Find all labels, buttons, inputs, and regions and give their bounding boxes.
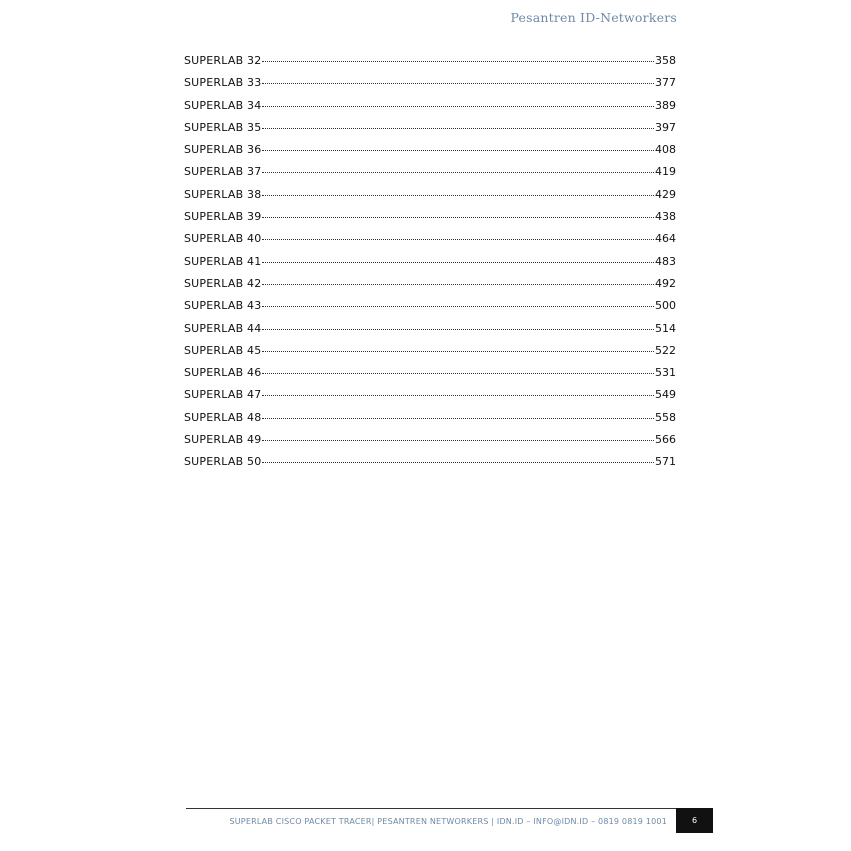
toc-entry-page: 397 bbox=[655, 120, 676, 134]
toc-dot-leader bbox=[262, 53, 654, 62]
toc-entry-page: 419 bbox=[655, 165, 676, 179]
toc-dot-leader bbox=[262, 209, 654, 218]
toc-dot-leader bbox=[262, 321, 654, 330]
toc-entry-label: SUPERLAB 37 bbox=[184, 165, 262, 179]
toc-entry[interactable] bbox=[184, 344, 676, 366]
toc-entry[interactable] bbox=[184, 76, 676, 98]
toc-entry[interactable] bbox=[184, 299, 676, 321]
toc-dot-leader bbox=[262, 410, 654, 419]
toc-entry[interactable] bbox=[184, 455, 676, 477]
toc-dot-leader bbox=[262, 142, 654, 151]
toc-entry[interactable] bbox=[184, 255, 676, 277]
toc-entry[interactable] bbox=[184, 411, 676, 433]
toc-entry[interactable] bbox=[184, 121, 676, 143]
toc-entry-page: 571 bbox=[655, 455, 676, 469]
toc-entry[interactable] bbox=[184, 433, 676, 455]
footer-rule bbox=[186, 808, 676, 809]
toc-entry-label: SUPERLAB 45 bbox=[184, 343, 262, 357]
toc-entry-page: 429 bbox=[655, 187, 676, 201]
toc-entry-label: SUPERLAB 39 bbox=[184, 210, 262, 224]
toc-entry[interactable] bbox=[184, 210, 676, 232]
toc-entry-page: 464 bbox=[655, 232, 676, 246]
toc-entry-page: 389 bbox=[655, 98, 676, 112]
toc-dot-leader bbox=[262, 343, 654, 352]
toc-entry-page: 492 bbox=[655, 276, 676, 290]
toc-dot-leader bbox=[262, 75, 654, 84]
toc-entry-label: SUPERLAB 40 bbox=[184, 232, 262, 246]
toc-dot-leader bbox=[262, 98, 654, 107]
toc-entry-page: 377 bbox=[655, 76, 676, 90]
toc-dot-leader bbox=[262, 187, 654, 196]
toc-dot-leader bbox=[262, 120, 654, 129]
toc-entry[interactable] bbox=[184, 188, 676, 210]
toc-entry-page: 549 bbox=[655, 388, 676, 402]
toc-entry[interactable] bbox=[184, 54, 676, 76]
toc-dot-leader bbox=[262, 276, 654, 285]
toc-entry-page: 531 bbox=[655, 366, 676, 380]
toc-entry-label: SUPERLAB 33 bbox=[184, 76, 262, 90]
page-header: Pesantren ID-Networkers bbox=[510, 10, 677, 25]
toc-entry-page: 514 bbox=[655, 321, 676, 335]
toc-entry-page: 500 bbox=[655, 299, 676, 313]
toc-entry-label: SUPERLAB 41 bbox=[184, 254, 262, 268]
toc-entry[interactable] bbox=[184, 232, 676, 254]
toc-entry[interactable] bbox=[184, 366, 676, 388]
toc-entry-label: SUPERLAB 49 bbox=[184, 433, 262, 447]
footer-text: SUPERLAB CISCO PACKET TRACER| PESANTREN NETWORKERS | IDN.ID – INFO@IDN.ID – 0819 0819 1001 bbox=[229, 817, 667, 826]
table-of-contents bbox=[184, 54, 676, 478]
toc-entry-label: SUPERLAB 42 bbox=[184, 276, 262, 290]
toc-entry-page: 483 bbox=[655, 254, 676, 268]
toc-entry-label: SUPERLAB 34 bbox=[184, 98, 262, 112]
toc-entry[interactable] bbox=[184, 277, 676, 299]
toc-dot-leader bbox=[262, 231, 654, 240]
toc-entry-label: SUPERLAB 32 bbox=[184, 54, 262, 67]
toc-entry-page: 522 bbox=[655, 343, 676, 357]
toc-entry-label: SUPERLAB 50 bbox=[184, 455, 262, 469]
page-number-label: 6 bbox=[691, 816, 698, 825]
toc-entry[interactable] bbox=[184, 388, 676, 410]
toc-entry-page: 558 bbox=[655, 410, 676, 424]
toc-dot-leader bbox=[262, 298, 654, 307]
toc-entry-label: SUPERLAB 46 bbox=[184, 366, 262, 380]
toc-dot-leader bbox=[262, 387, 654, 396]
toc-entry-page: 358 bbox=[655, 54, 676, 67]
toc-dot-leader bbox=[262, 164, 654, 173]
toc-entry-label: SUPERLAB 44 bbox=[184, 321, 262, 335]
toc-entry-label: SUPERLAB 38 bbox=[184, 187, 262, 201]
page-number bbox=[676, 808, 713, 833]
toc-entry-label: SUPERLAB 47 bbox=[184, 388, 262, 402]
toc-entry-page: 438 bbox=[655, 210, 676, 224]
toc-dot-leader bbox=[262, 254, 654, 263]
toc-entry[interactable] bbox=[184, 322, 676, 344]
toc-entry-label: SUPERLAB 35 bbox=[184, 120, 262, 134]
toc-entry[interactable] bbox=[184, 99, 676, 121]
toc-entry-label: SUPERLAB 43 bbox=[184, 299, 262, 313]
toc-dot-leader bbox=[262, 432, 654, 441]
toc-entry[interactable] bbox=[184, 143, 676, 165]
toc-entry-page: 566 bbox=[655, 433, 676, 447]
toc-entry-page: 408 bbox=[655, 143, 676, 157]
toc-entry-label: SUPERLAB 36 bbox=[184, 143, 262, 157]
toc-dot-leader bbox=[262, 454, 654, 463]
toc-entry[interactable] bbox=[184, 165, 676, 187]
toc-dot-leader bbox=[262, 365, 654, 374]
toc-entry-label: SUPERLAB 48 bbox=[184, 410, 262, 424]
